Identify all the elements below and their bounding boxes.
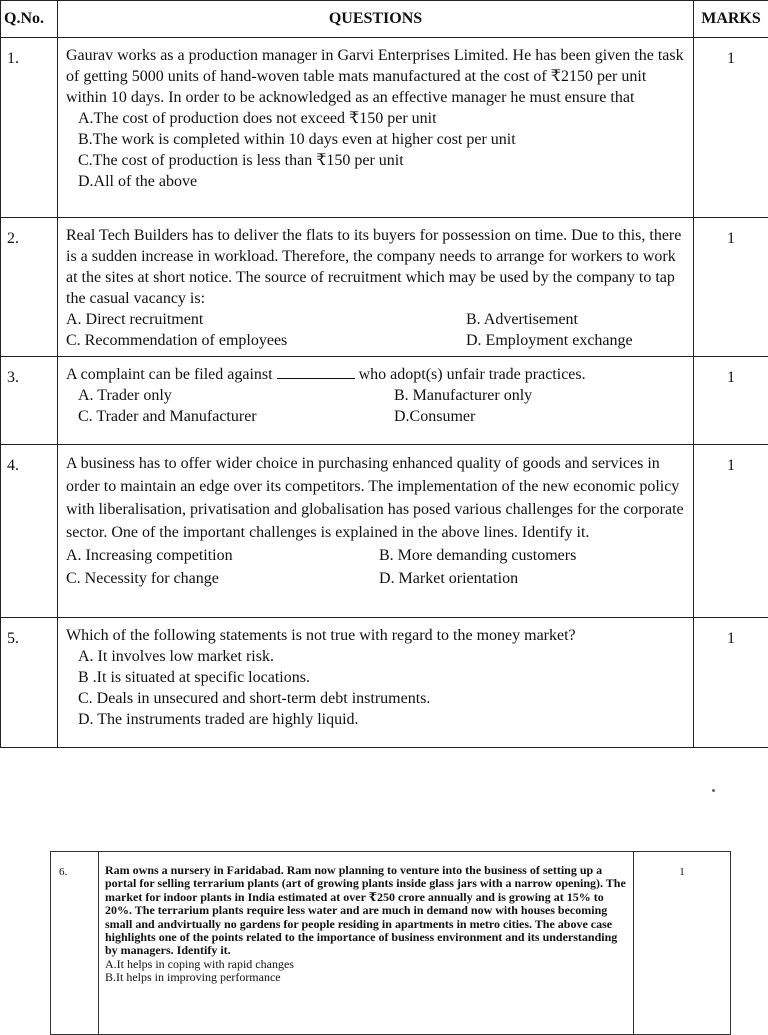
option: B.It helps in improving performance [105,971,627,984]
question-number: 1. [1,38,58,218]
marks-value: 1 [694,38,768,218]
option: B .It is situated at specific locations. [66,667,689,688]
question-text [66,364,689,385]
marks-value: 1 [694,618,768,748]
option: B. Advertisement [466,309,578,330]
question-text-cell [58,445,694,618]
marks-value: 1 [694,357,768,445]
option-row [66,544,689,567]
option: D.All of the above [66,171,689,192]
option: D.Consumer [394,406,475,427]
question-text-cell [58,618,694,748]
option-row [66,385,689,406]
question-text-cell [58,357,694,445]
table-row [1,445,768,618]
option: D. Market orientation [379,567,518,590]
table-row [51,852,731,1035]
option: D. The instruments traded are highly liquid. [66,709,689,730]
option-row [66,406,689,427]
option: B. More demanding customers [379,544,576,567]
header-qno: Q.No. [1,1,58,38]
question-text: A business has to offer wider choice in purchasing enhanced quality of goods and services in order to maintain an edge over its competitors. The implementation of the new economic policy with liberalisation, privatisation and globalisation has posed various challenges for the corporate sector. One of the important challenges is explained in the above lines. Identify it. [66,452,689,544]
option: C. Trader and Manufacturer [78,406,394,427]
scan-speck [712,789,715,792]
option: B. Manufacturer only [394,385,532,406]
question-text: Gaurav works as a production manager in Garvi Enterprises Limited. He has been given the task of getting 5000 units of hand-woven table mats manufactured at the cost of ₹2150 per unit within 10 days. In order to be acknowledged as an effective manager he must ensure that [66,45,689,108]
header-questions: QUESTIONS [58,1,694,38]
question-sheet-page-2 [50,851,730,1035]
table-row [1,38,768,218]
question-number: 5. [1,618,58,748]
option: A.It helps in coping with rapid changes [105,958,627,971]
table-row [1,218,768,357]
table-row [1,357,768,445]
question-number: 2. [1,218,58,357]
option: C.The cost of production is less than ₹150 per unit [66,150,689,171]
option: C. Deals in unsecured and short-term debt instruments. [66,688,689,709]
question-text-cell [58,38,694,218]
table-header-row [1,1,768,38]
header-marks: MARKS [694,1,768,38]
marks-value: 1 [634,852,731,1035]
option: D. Employment exchange [466,330,633,351]
question-number: 4. [1,445,58,618]
marks-value: 1 [694,445,768,618]
option: C. Necessity for change [66,567,379,590]
option-row [66,309,689,330]
question-text: Ram owns a nursery in Faridabad. Ram now planning to venture into the business of setting up a portal for selling terrarium plants (art of growing plants inside glass jars with a narrow opening). The market for indoor plants in India estimated at over ₹250 crore annually and is growing at 15% to 20%. The terrarium plants require less water and are much in demand now with houses becoming small and andvirtually no gardens for people residing in apartments in metro cities. The above case highlights one of the points related to the importance of business environment and its understanding by managers. Identify it. [105,864,627,958]
question-text-cell [58,218,694,357]
questions-table-continued [50,851,731,1035]
option-row [66,567,689,590]
option: C. Recommendation of employees [66,330,466,351]
question-text: Which of the following statements is not true with regard to the money market? [66,625,689,646]
option: A.The cost of production does not exceed ₹150 per unit [66,108,689,129]
option: A. Direct recruitment [66,309,466,330]
question-number: 6. [51,852,99,1035]
table-row [1,618,768,748]
option: A. Trader only [78,385,394,406]
option: A. It involves low market risk. [66,646,689,667]
question-text-after-blank: who adopt(s) unfair trade practices. [359,366,586,383]
option: B.The work is completed within 10 days even at higher cost per unit [66,129,689,150]
question-text-cell [99,852,634,1035]
marks-value: 1 [694,218,768,357]
question-text: Real Tech Builders has to deliver the flats to its buyers for possession on time. Due to this, there is a sudden increase in workload. Therefore, the company needs to arrange for workers to work at the sites at short notice. The source of recruitment which may be used by the company to tap the casual vacancy is: [66,225,689,309]
question-number: 3. [1,357,58,445]
question-text-before-blank: A complaint can be filed against [66,366,273,383]
option-row [66,330,689,351]
fill-in-blank [277,364,355,379]
option: A. Increasing competition [66,544,379,567]
